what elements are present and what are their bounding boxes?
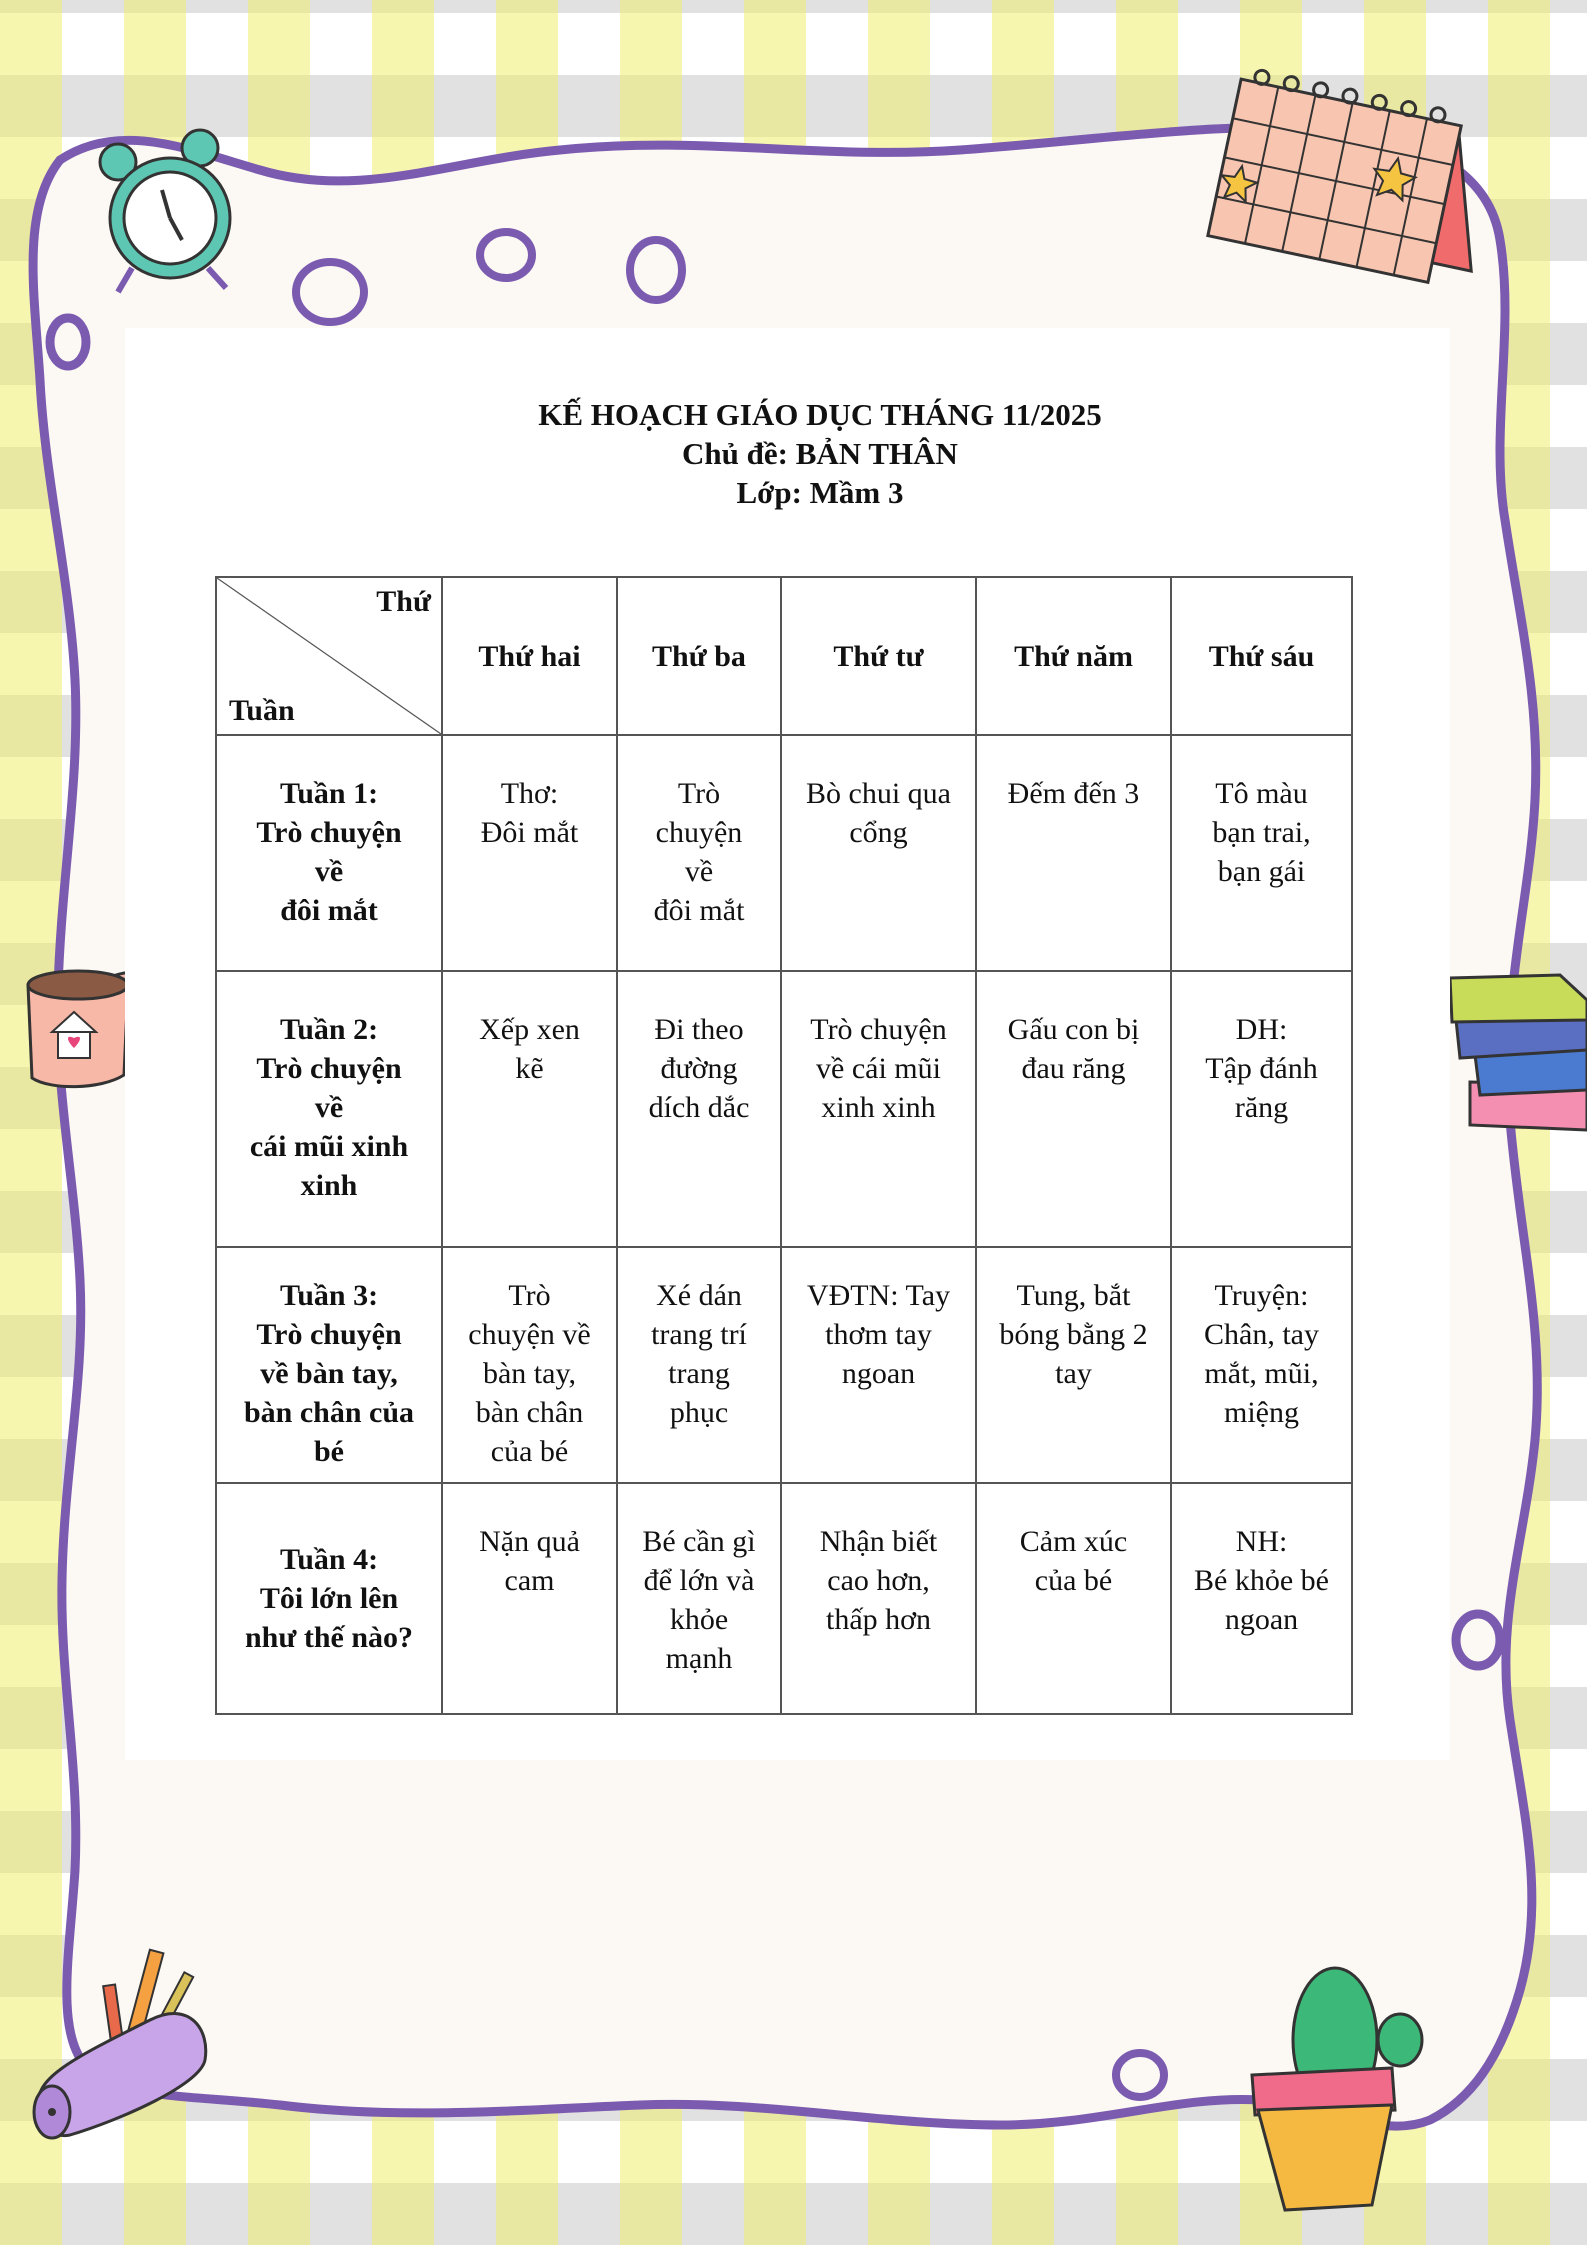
table-row [216, 735, 1352, 971]
activity-cell: Tô màu bạn trai, bạn gái [1171, 735, 1352, 971]
corner-day-label: Thứ [376, 585, 431, 618]
activity-cell: Nặn quả cam [442, 1483, 617, 1714]
corner-week-label: Tuần [229, 694, 295, 727]
day-header: Thứ sáu [1171, 577, 1352, 735]
activity-cell: Bò chui qua cổng [781, 735, 976, 971]
activity-cell: Xé dán trang trí trang phục [617, 1247, 781, 1483]
activity-cell: Đếm đến 3 [976, 735, 1171, 971]
table-row [216, 971, 1352, 1247]
activity-cell: Trò chuyện về cái mũi xinh xinh [781, 971, 976, 1247]
activity-cell: Trò chuyện về đôi mắt [617, 735, 781, 971]
activity-cell: NH: Bé khỏe bé ngoan [1171, 1483, 1352, 1714]
week-label: Tuần 3: Trò chuyện về bàn tay, bàn chân của bé [216, 1247, 442, 1483]
class-label: Lớp: Mầm 3 [736, 475, 904, 510]
activity-cell: Bé cần gì để lớn và khỏe mạnh [617, 1483, 781, 1714]
activity-cell: Nhận biết cao hơn, thấp hơn [781, 1483, 976, 1714]
activity-cell: DH: Tập đánh răng [1171, 971, 1352, 1247]
activity-cell: Tung, bắt bóng bằng 2 tay [976, 1247, 1171, 1483]
theme-subtitle: Chủ đề: BẢN THÂN [682, 436, 958, 471]
education-plan-table [215, 576, 1353, 1715]
day-header: Thứ ba [617, 577, 781, 735]
table-header-row [216, 577, 1352, 735]
corner-header-cell [216, 577, 442, 735]
day-header: Thứ hai [442, 577, 617, 735]
activity-cell: Thơ: Đôi mắt [442, 735, 617, 971]
page-title: KẾ HOẠCH GIÁO DỤC THÁNG 11/2025 [538, 397, 1102, 432]
week-label: Tuần 2: Trò chuyện về cái mũi xinh xinh [216, 971, 442, 1247]
table-row [216, 1247, 1352, 1483]
week-label: Tuần 4: Tôi lớn lên như thế nào? [216, 1483, 442, 1714]
activity-cell: Gấu con bị đau răng [976, 971, 1171, 1247]
activity-cell: Truyện: Chân, tay mắt, mũi, miệng [1171, 1247, 1352, 1483]
day-header: Thứ tư [781, 577, 976, 735]
table-row [216, 1483, 1352, 1714]
title-block [125, 395, 1515, 512]
activity-cell: Xếp xen kẽ [442, 971, 617, 1247]
week-label: Tuần 1: Trò chuyện về đôi mắt [216, 735, 442, 971]
books-icon [1450, 975, 1587, 1130]
day-header: Thứ năm [976, 577, 1171, 735]
activity-cell: VĐTN: Tay thơm tay ngoan [781, 1247, 976, 1483]
activity-cell: Trò chuyện về bàn tay, bàn chân của bé [442, 1247, 617, 1483]
activity-cell: Cảm xúc của bé [976, 1483, 1171, 1714]
activity-cell: Đi theo đường dích dắc [617, 971, 781, 1247]
